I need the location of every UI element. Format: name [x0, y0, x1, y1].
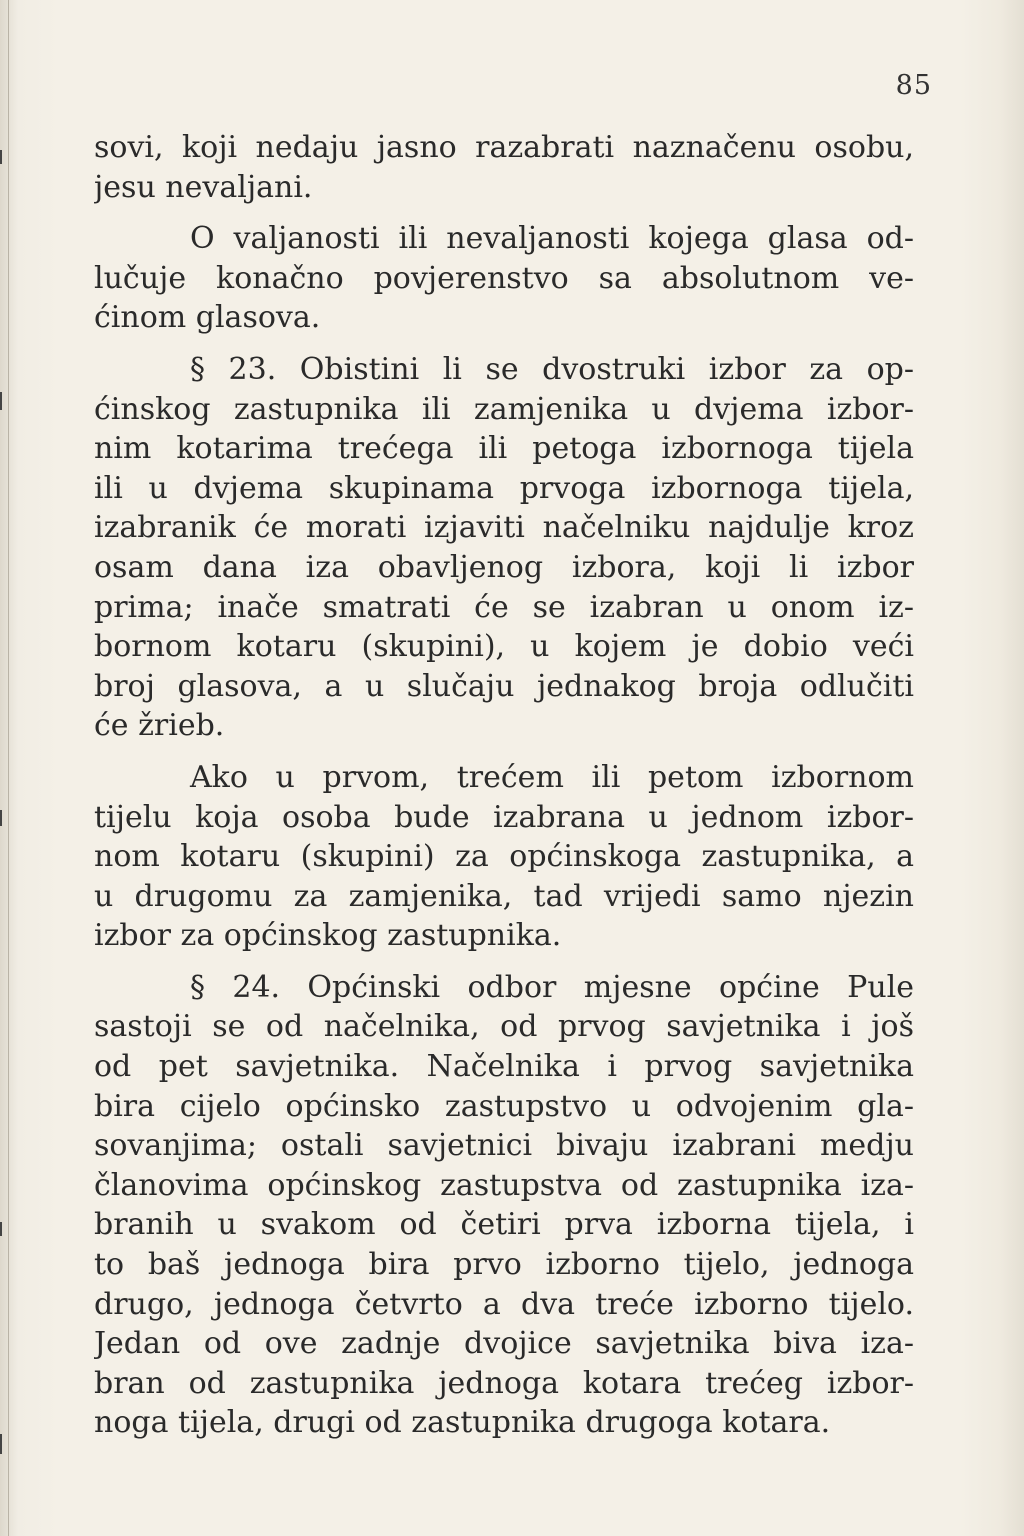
- text-line: od pet savjetnika. Načelnika i prvog savjetnika: [94, 1049, 914, 1085]
- paragraph: [94, 219, 914, 338]
- text-line: noga tijela, drugi od zastupnika drugoga kotara.: [94, 1405, 831, 1441]
- margin-mark: [0, 150, 2, 164]
- text-line: nim kotarima trećega ili petoga izbornoga tijela: [94, 431, 914, 467]
- text-line: članovima općinskog zastupstva od zastupnika iza-: [94, 1167, 914, 1203]
- text-line: broj glasova, a u slučaju jednakog broja odlučiti: [94, 668, 914, 704]
- paragraph: [94, 758, 914, 956]
- margin-mark: [0, 1222, 2, 1236]
- text-line: nom kotaru (skupini) za općinskoga zastupnika, a: [94, 839, 914, 875]
- text-line: bira cijelo općinsko zastupstvo u odvojenim gla-: [94, 1088, 914, 1124]
- margin-mark: [0, 392, 2, 410]
- text-line: O valjanosti ili nevaljanosti kojega glasa od-: [190, 221, 914, 257]
- paragraph: [94, 968, 914, 1443]
- text-line: će žrieb.: [94, 708, 225, 744]
- margin-mark: [0, 1434, 2, 1454]
- paragraph: [94, 128, 914, 207]
- text-line: prima; inače smatrati će se izabran u onom iz-: [94, 589, 914, 625]
- text-line: jesu nevaljani.: [94, 169, 313, 205]
- paragraph-gap: [94, 338, 914, 350]
- text-line: bran od zastupnika jednoga kotara trećeg izbor-: [94, 1365, 914, 1401]
- paragraph-gap: [94, 956, 914, 968]
- text-line: drugo, jednoga četvrto a dva treće izborno tijelo.: [94, 1286, 914, 1322]
- paragraph-gap: [94, 746, 914, 758]
- text-line: sovi, koji nedaju jasno razabrati naznačenu osobu,: [94, 130, 914, 165]
- text-line: to baš jednoga bira prvo izborno tijelo, jednoga: [94, 1247, 914, 1283]
- margin-mark: [0, 810, 2, 826]
- text-line: § 24. Općinski odbor mjesne općine Pule: [190, 969, 914, 1005]
- text-line: bornom kotaru (skupini), u kojem je dobio veći: [94, 629, 914, 665]
- text-line: izabranik će morati izjaviti načelniku najdulje kroz: [94, 510, 914, 546]
- text-line: ili u dvjema skupinama prvoga izbornoga tijela,: [94, 470, 914, 506]
- paragraph-gap: [94, 207, 914, 219]
- text-line: lučuje konačno povjerenstvo sa absolutnom ve-: [94, 260, 914, 296]
- text-line: ćinom glasova.: [94, 300, 321, 336]
- text-line: Ako u prvom, trećem ili petom izbornom: [190, 759, 914, 795]
- text-line: ćinskog zastupnika ili zamjenika u dvjema izbor-: [94, 391, 914, 427]
- paragraph: [94, 350, 914, 746]
- text-line: § 23. Obistini li se dvostruki izbor za op-: [190, 351, 914, 387]
- page-spine-edge: [8, 0, 9, 1536]
- text-line: branih u svakom od četiri prva izborna tijela, i: [94, 1207, 914, 1243]
- text-line: izbor za općinskog zastupnika.: [94, 918, 562, 954]
- text-line: Jedan od ove zadnje dvojice savjetnika biva iza-: [94, 1326, 914, 1362]
- page-number: 85: [895, 70, 932, 101]
- body-text: [94, 128, 914, 1443]
- text-line: tijelu koja osoba bude izabrana u jednom izbor-: [94, 799, 914, 835]
- text-line: osam dana iza obavljenog izbora, koji li izbor: [94, 549, 914, 585]
- text-line: sovanjima; ostali savjetnici bivaju izabrani medju: [94, 1128, 914, 1164]
- text-line: u drugomu za zamjenika, tad vrijedi samo njezin: [94, 878, 914, 914]
- text-line: sastoji se od načelnika, od prvog savjetnika i još: [94, 1009, 914, 1045]
